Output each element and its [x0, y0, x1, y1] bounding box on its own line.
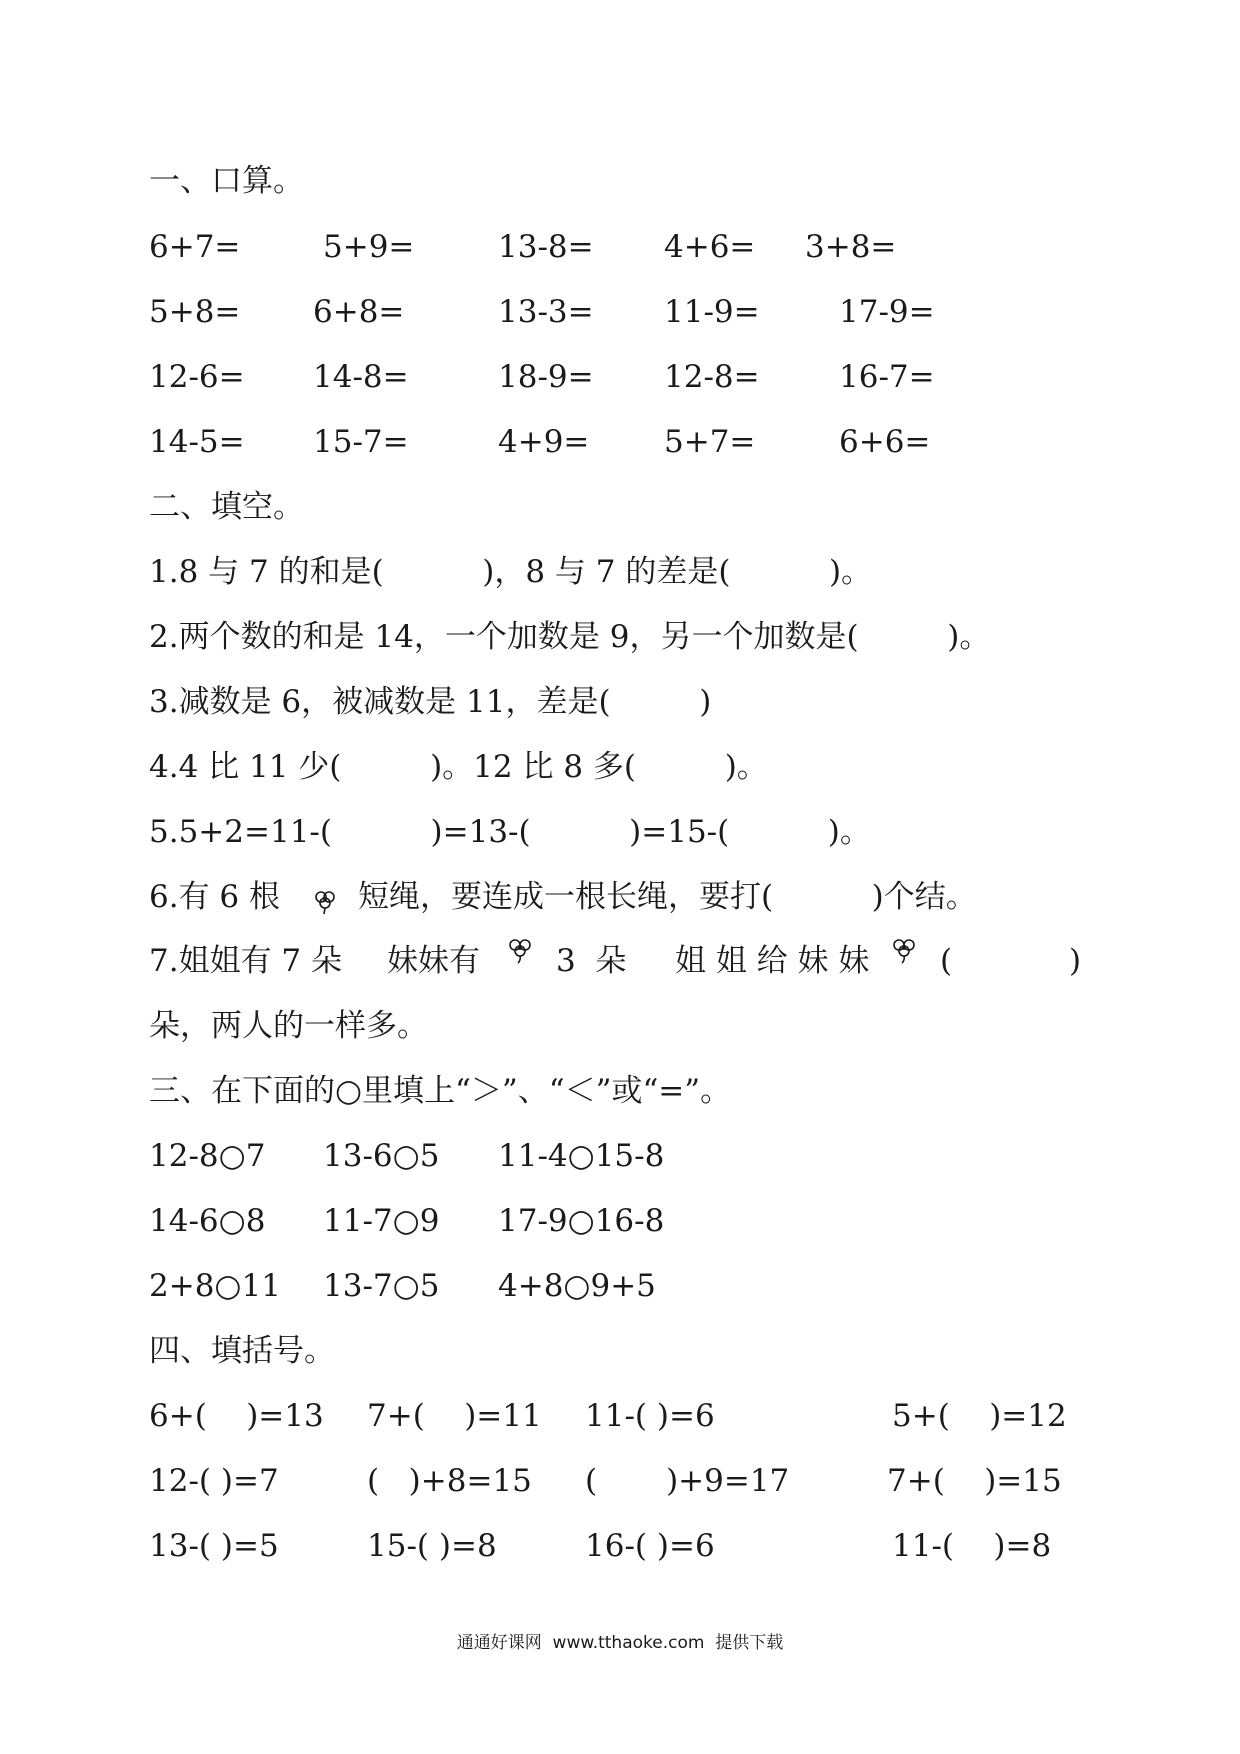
section-heading-compare: 三、在下面的○里填上“＞”、“＜”或“=”。 [149, 1073, 732, 1109]
oral-item: 5+9= [323, 229, 415, 265]
oral-item: 14-5= [149, 424, 245, 460]
oral-item: 6+7= [149, 229, 241, 265]
fill-question-7-part: 妹妹有 [387, 943, 480, 979]
fill-question-7-part: ( [940, 943, 953, 979]
rope-icon [313, 889, 337, 915]
bracket-item: 15-( )=8 [367, 1528, 497, 1564]
fill-question-3: 3.减数是 6，被减数是 11，差是( ) [149, 684, 712, 720]
fill-question-7-part: 朵，两人的一样多。 [149, 1008, 428, 1044]
bracket-item: ( )+9=17 [585, 1463, 790, 1499]
fill-question-7-part: ) [1069, 943, 1082, 979]
section-heading-fill: 二、填空。 [149, 489, 304, 525]
oral-item: 16-7= [839, 359, 935, 395]
fill-question-5: 5.5+2=11-( )=13-( )=15-( )。 [149, 814, 871, 850]
fill-question-6-start: 6.有 6 根 [149, 879, 281, 915]
fill-question-4: 4.4 比 11 少( )。12 比 8 多( )。 [149, 749, 768, 785]
footer-credit: 通通好课网 www.tthaoke.com 提供下载 [456, 1633, 784, 1653]
oral-item: 5+8= [149, 294, 241, 330]
section-heading-oral: 一、口算。 [149, 163, 304, 199]
bracket-item: 7+( )=11 [367, 1398, 542, 1434]
fill-question-7-part: 姐 姐 给 妹 妹 [675, 943, 870, 979]
compare-item: 13-6○5 [323, 1138, 440, 1174]
bracket-item: 11-( )=8 [892, 1528, 1052, 1564]
compare-item: 11-4○15-8 [498, 1138, 665, 1174]
oral-item: 13-3= [498, 294, 594, 330]
compare-item: 12-8○7 [149, 1138, 266, 1174]
bracket-item: 12-( )=7 [149, 1463, 279, 1499]
bracket-item: 13-( )=5 [149, 1528, 279, 1564]
oral-item: 5+7= [664, 424, 756, 460]
fill-question-6-end: 短绳，要连成一根长绳，要打( )个结。 [358, 879, 977, 915]
compare-item: 4+8○9+5 [498, 1268, 656, 1304]
fill-question-1: 1.8 与 7 的和是( )，8 与 7 的差是( )。 [149, 554, 873, 590]
oral-item: 18-9= [498, 359, 594, 395]
oral-item: 4+6= [664, 229, 756, 265]
flower-icon [508, 938, 532, 964]
bracket-item: ( )+8=15 [367, 1463, 532, 1499]
oral-item: 17-9= [839, 294, 935, 330]
oral-item: 14-8= [313, 359, 409, 395]
bracket-item: 11-( )=6 [585, 1398, 715, 1434]
bracket-item: 16-( )=6 [585, 1528, 715, 1564]
bracket-item: 7+( )=15 [887, 1463, 1062, 1499]
compare-item: 11-7○9 [323, 1203, 440, 1239]
compare-item: 17-9○16-8 [498, 1203, 665, 1239]
oral-item: 4+9= [498, 424, 590, 460]
oral-item: 12-8= [664, 359, 760, 395]
compare-item: 2+8○11 [149, 1268, 281, 1304]
oral-item: 3+8= [805, 229, 897, 265]
fill-question-7-part: 7.姐姐有 7 朵 [149, 943, 343, 979]
bracket-item: 5+( )=12 [892, 1398, 1067, 1434]
fill-question-7-part: 3 朵 [556, 943, 627, 979]
section-heading-brackets: 四、填括号。 [149, 1333, 335, 1369]
oral-item: 12-6= [149, 359, 245, 395]
compare-item: 13-7○5 [323, 1268, 440, 1304]
compare-item: 14-6○8 [149, 1203, 266, 1239]
oral-item: 11-9= [664, 294, 760, 330]
oral-item: 15-7= [313, 424, 409, 460]
flower-icon [892, 938, 916, 964]
bracket-item: 6+( )=13 [149, 1398, 324, 1434]
oral-item: 6+8= [313, 294, 405, 330]
oral-item: 6+6= [839, 424, 931, 460]
oral-item: 13-8= [498, 229, 594, 265]
fill-question-2: 2.两个数的和是 14，一个加数是 9，另一个加数是( )。 [149, 619, 991, 655]
